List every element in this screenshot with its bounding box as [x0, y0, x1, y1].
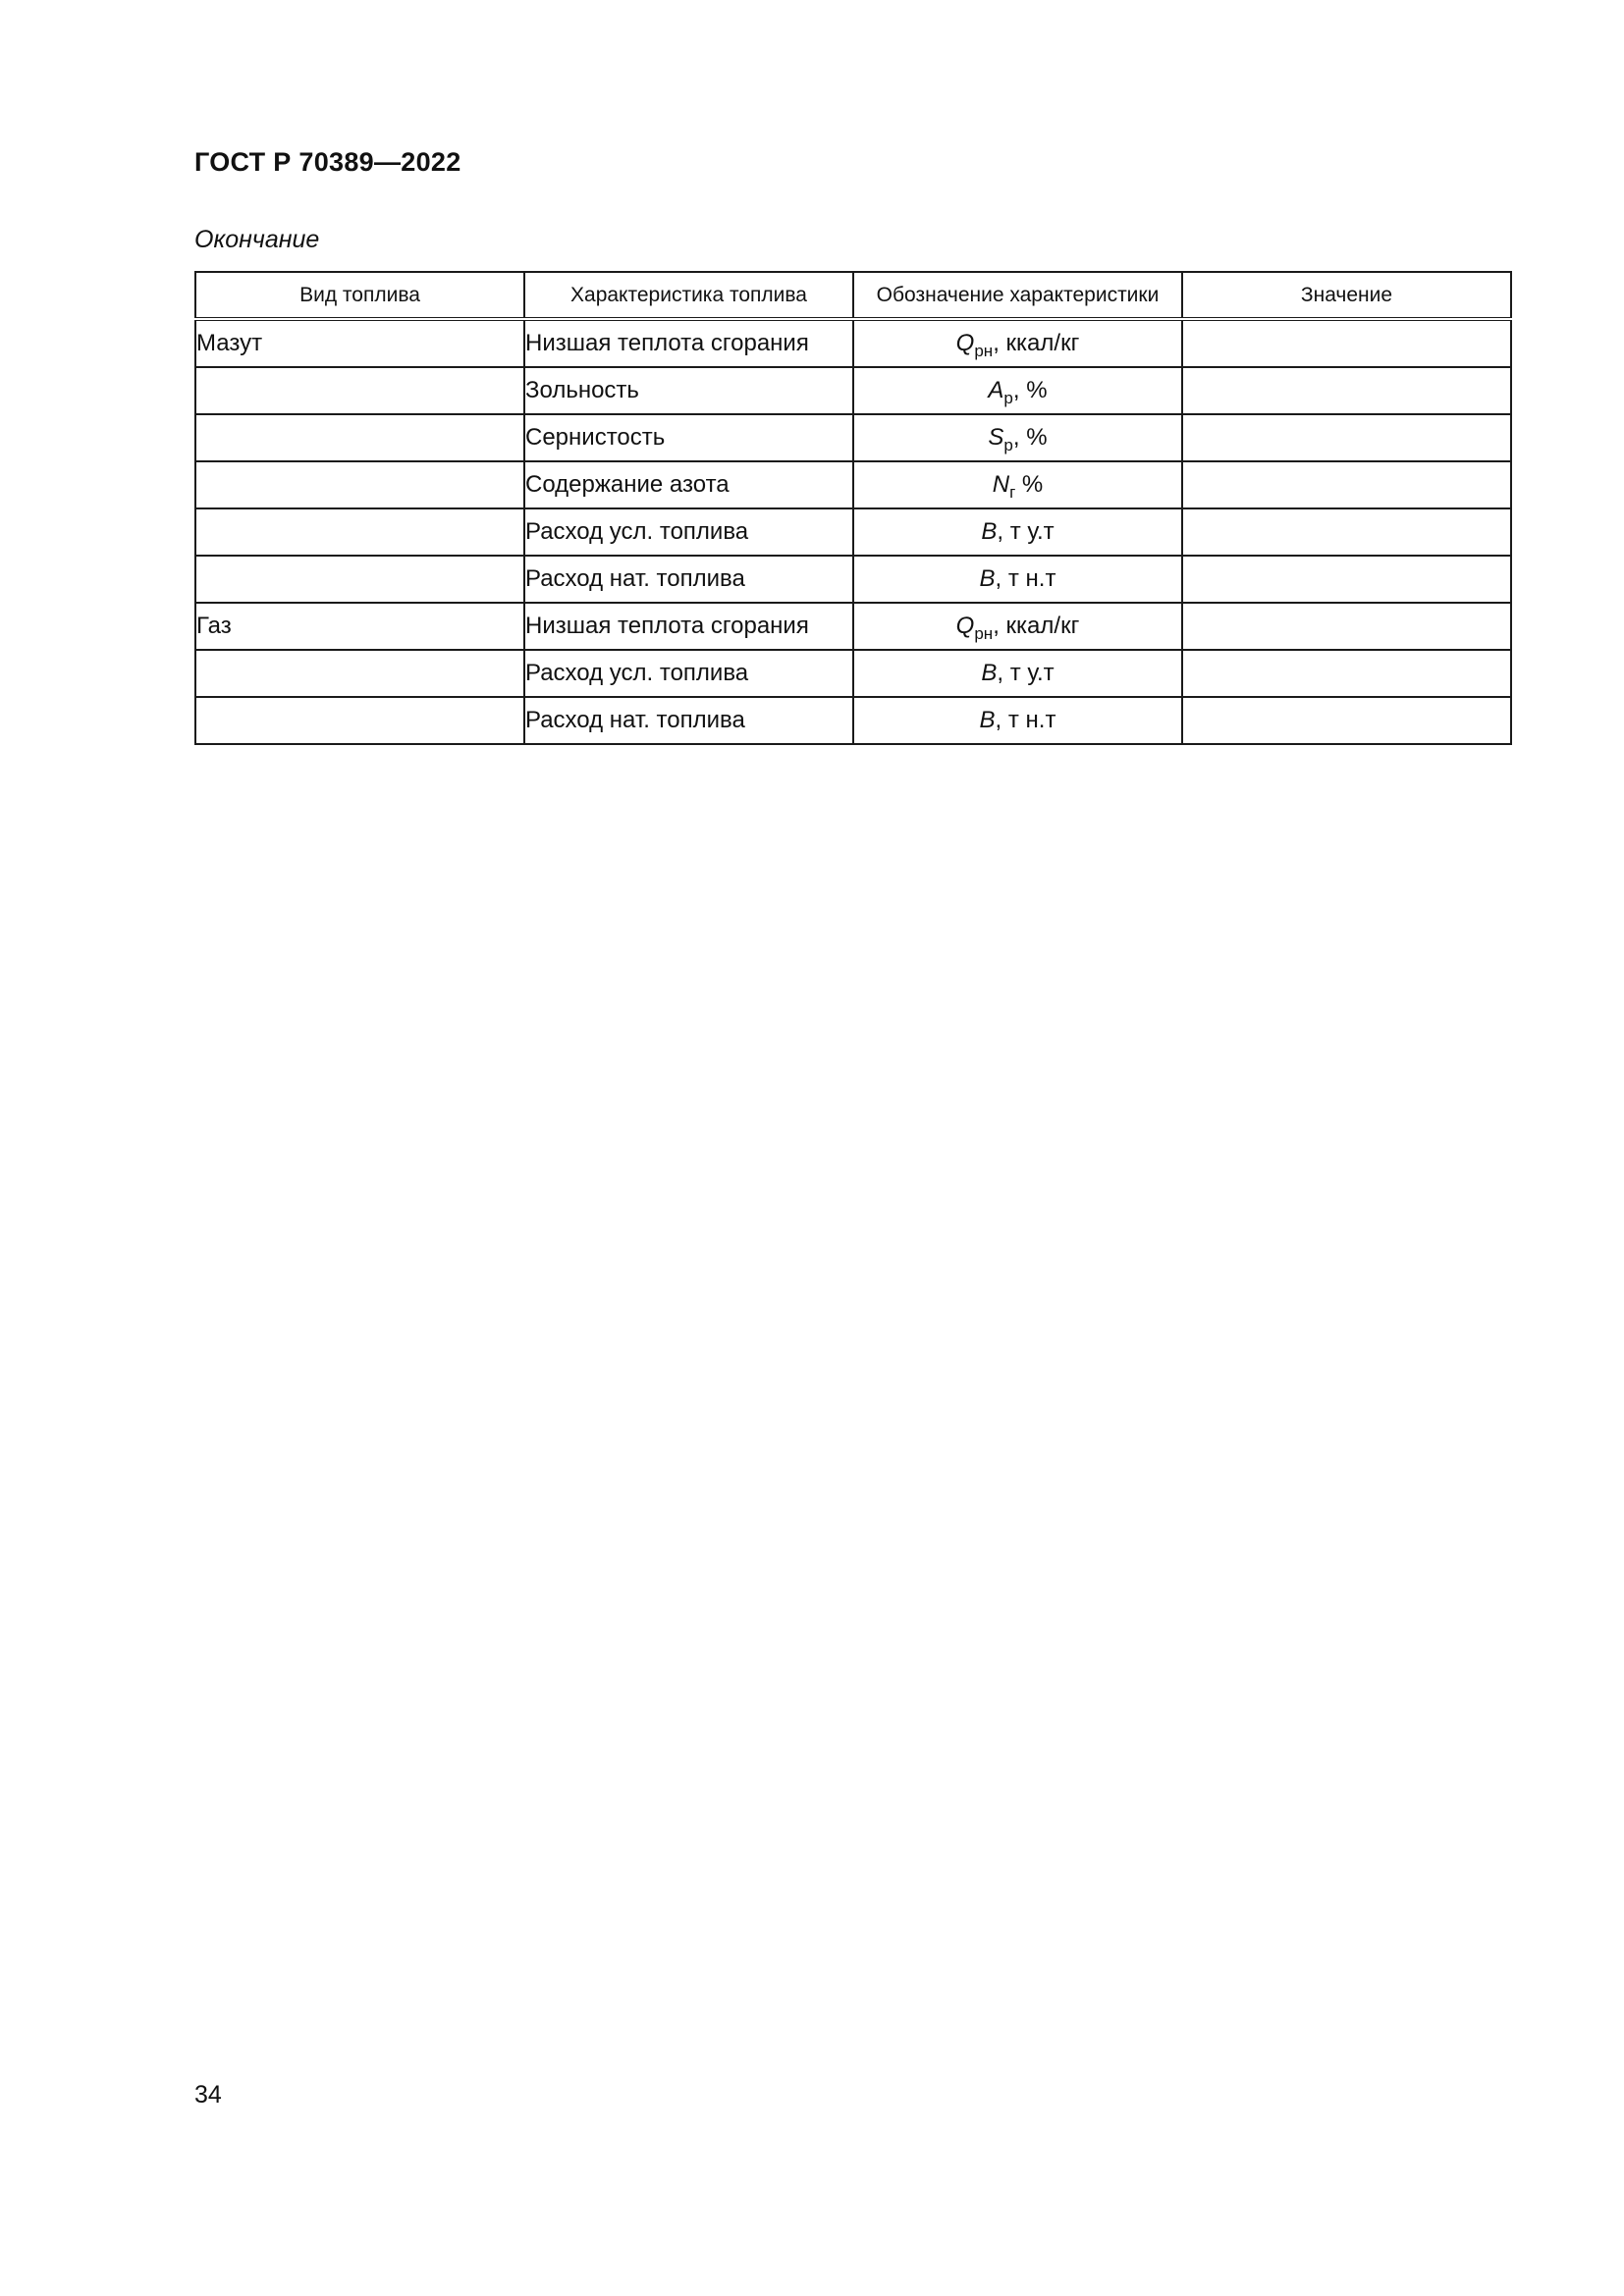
value-cell [1182, 414, 1511, 461]
fuel-type-cell [195, 367, 524, 414]
fuel-type-cell: Газ [195, 603, 524, 650]
characteristic-cell: Расход усл. топлива [524, 650, 853, 697]
characteristic-cell: Содержание азота [524, 461, 853, 508]
value-cell [1182, 508, 1511, 556]
designation-symbol: N [992, 471, 1010, 498]
characteristic-cell: Низшая теплота сгорания [524, 603, 853, 650]
fuel-type-cell: Мазут [195, 319, 524, 367]
fuel-characteristics-table [194, 271, 1512, 745]
table-row [195, 508, 1511, 556]
designation-cell [853, 603, 1182, 650]
designation-symbol: Q [955, 613, 975, 639]
table-row [195, 461, 1511, 508]
table-row [195, 650, 1511, 697]
fuel-type-cell [195, 414, 524, 461]
designation-unit: , т у.т [997, 518, 1055, 545]
column-header-fuel-type: Вид топлива [195, 272, 524, 319]
designation-unit: , т н.т [995, 565, 1056, 592]
designation-symbol: B [981, 518, 998, 545]
designation-unit: , ккал/кг [993, 613, 1080, 639]
value-cell [1182, 650, 1511, 697]
designation-unit: , ккал/кг [993, 330, 1080, 356]
designation-subscript: рн [974, 342, 994, 360]
designation-unit: , % [1012, 377, 1048, 403]
designation-cell [853, 461, 1182, 508]
designation-cell [853, 319, 1182, 367]
table-header-row [195, 272, 1511, 319]
value-cell [1182, 319, 1511, 367]
designation-cell [853, 556, 1182, 603]
fuel-type-cell [195, 650, 524, 697]
table-row [195, 367, 1511, 414]
table-body [195, 319, 1511, 744]
value-cell [1182, 367, 1511, 414]
designation-symbol: B [979, 565, 996, 592]
characteristic-cell: Расход нат. топлива [524, 556, 853, 603]
table-row [195, 697, 1511, 744]
characteristic-cell: Зольность [524, 367, 853, 414]
value-cell [1182, 461, 1511, 508]
designation-subscript: рн [974, 624, 994, 643]
designation-unit: , т н.т [995, 707, 1056, 733]
designation-unit: , т у.т [997, 660, 1055, 686]
fuel-type-cell [195, 556, 524, 603]
designation-cell [853, 414, 1182, 461]
value-cell [1182, 697, 1511, 744]
table-row [195, 319, 1511, 367]
value-cell [1182, 556, 1511, 603]
page-number: 34 [194, 2081, 222, 2109]
characteristic-cell: Сернистость [524, 414, 853, 461]
designation-cell [853, 697, 1182, 744]
designation-symbol: S [988, 424, 1004, 451]
designation-unit: , % [1012, 424, 1048, 451]
designation-symbol: B [981, 660, 998, 686]
table-row [195, 556, 1511, 603]
designation-cell [853, 367, 1182, 414]
fuel-type-cell [195, 508, 524, 556]
value-cell [1182, 603, 1511, 650]
fuel-type-cell [195, 461, 524, 508]
column-header-value: Значение [1182, 272, 1511, 319]
document-header: ГОСТ Р 70389—2022 [194, 147, 461, 177]
designation-symbol: Q [955, 330, 975, 356]
fuel-type-cell [195, 697, 524, 744]
table-continuation-label: Окончание [194, 226, 320, 253]
designation-cell [853, 650, 1182, 697]
designation-cell [853, 508, 1182, 556]
designation-subscript: г [1009, 483, 1016, 502]
designation-symbol: B [979, 707, 996, 733]
designation-symbol: A [988, 377, 1004, 403]
column-header-designation: Обозначение характеристики [853, 272, 1182, 319]
table-row [195, 414, 1511, 461]
column-header-characteristic: Характеристика топлива [524, 272, 853, 319]
characteristic-cell: Расход усл. топлива [524, 508, 853, 556]
designation-subscript: р [1003, 436, 1013, 454]
characteristic-cell: Расход нат. топлива [524, 697, 853, 744]
designation-subscript: р [1003, 389, 1013, 407]
designation-unit: % [1015, 471, 1044, 498]
table-row [195, 603, 1511, 650]
characteristic-cell: Низшая теплота сгорания [524, 319, 853, 367]
